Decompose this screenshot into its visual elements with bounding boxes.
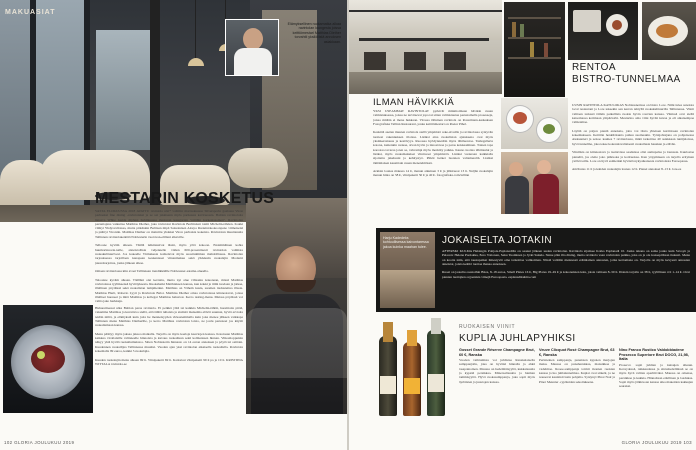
wine-item xyxy=(459,348,535,413)
wine-section-title: KUPLIA JUHLAPYHIKSI xyxy=(459,333,576,344)
section-zero-waste-title: ILMAN HÄVIKKIÄ xyxy=(373,97,455,108)
section-everything-box xyxy=(376,228,696,312)
wine-kicker: RUOKAISEN VIINIT xyxy=(459,324,516,330)
bistro-table-photo xyxy=(568,2,638,60)
bottles-photo xyxy=(371,316,455,416)
chef-caption: Elämyksellinen ruokamatka alkaa ravintolan loungesta joissa keittiömestari Matthias Diether torvahtii yksilöllistä annoksen asiakkaan. xyxy=(287,22,341,44)
section-bistro-title: RENTOA BISTRO-TUNNELMAA xyxy=(572,62,681,85)
wine-description: Perinteinen samppanja, punaisten kypsien marjojen maku. Maussa on punaherukkaa, mansikkaa ja vadelmaa. Rosee-samppanja toimii monien ruokien kanssa ja luo juhlatunnelmaa. Kuplat ovat sitkeät, ja ne nousevat kauniisti lasin pohjalta. Syntynyt Pinot Noir ja Pinot Meunier -rypäleiden sekoituksena. xyxy=(539,358,615,384)
food-photo xyxy=(3,305,93,413)
left-page xyxy=(0,0,347,450)
bar-shelves-photo xyxy=(504,2,565,97)
wine-name: Nino Franco Rustico Valdobbiadene Prosecco Superiore Brut DOCG, 21,98, Italia xyxy=(619,348,689,362)
chef-portrait-photo xyxy=(246,198,347,414)
wine-description: Prosecco sopii juhlien ja kutsujen alkuun. Keveydessä, raikkaudessa ja sitrushedelmissä se on myös hyvä valinta aperitiiviksi. Maussa on omenaa, persikkaa ja kukkia. Hinnaltaan edullinen ja laadukas. Sopii myös jälkiruoan kanssa aika makeiden kakkujen seuraksi. xyxy=(619,362,693,389)
plates-photo xyxy=(501,98,568,149)
article-body: VASTA ELOKUUSSA 2018 AVATTU ravintola ulsi* valittiin marraskuussa Silversporin gaalassa Viron parhaaksi fine dining -ravintolaksi ja se sai jakkisenn myös parhaasta kaviruoasta. Baltian ravintoloita listaava White Guide myönsi huhtikuussa mestaran kategorian "erittäin korkeatasoinen". Ravintolan persuttajana vaikuttaa Matthias Diether, joka ravintolat Ravintola Berliinissä toimi Michelin-tähden. Kokki viihtyi Yhdysvalloissa, mutta pitkänkin Baltiaan mipä Saksalaisen Alorpa Ruokintokokoonpano viimeisenä ja päättyi Vironiin. Matthias Diether on mainittu yhdeksi Viron parhaista kokeista. Ravintolan muuttanutta Tallinnan ravintolakenttää Noblesterin vuotavan-elilleni alkaville. Telloone kyväm alkaan. Täällä tulkintasivat läsnä, myös yötä kokoon. Ensimmäinen kohta huumorinuoria.nalle, aisteistollisia veljennelle viiden 600-prosentisesti ravintolan valmista ruokakulttuurivesi. Jos kokeelle Virmakesta kohtelevat myös suosituimman mahdollisuus. Ravintolan tarjouksessa tarjoillaan kanapaan keskenteset viinanmakua sekä yhdeksän ruokalajin Moderni juustoharjoitus, jonka jälkeen alkaa. Omaan ravintolassa kiin avaat Tallinnaan trendikkäälle Noblessner-satama-alueella. Taloonne kyväm alkaan. Täälläni olet kerrattu, mutta nyt alue villaantu kokonaan, missä Matthias ravintolassa tyyliiksensä hyvitäyksesta. Ruokahetki Matthiaksen kanssa, kun kokki ja tiimi tuodaan ja jatkaa, illallinen pöydässä sekä ruokalistan lempiherkut. Matthias on Vähem kusia, suomen tiedustettua illasta. Matthias Hurtt, Roberto Lyyti ja Ravintola Balot. Matthias Diether omaa ravintolassa kiinnostavat, joissa illalliset huoneet ja mitä Matthias ja kollegat Matthias haluavat. Kerro tasting-menu. Muissa pöydissä voi valita jako herkkuja. xyxy=(95,209,243,304)
left-footer: 102 GLORIA JOULUKUU 2019 xyxy=(4,440,75,445)
wine-description: Vuoden vaihtumista voi juhlistaa Ranskalaisella samppanjalla, joka on hyvänä hinnalla ja ehkä tasapainoinen. Maussa on hedelmäisyyttä, kukkaisuutta ja kypsää persikkaa. Mineraalisuutta ja hieman tammisyyttä. Hyvä ruokasamppanja, joka sopii myös äyriäisten ja juustojen kanssa. xyxy=(459,358,535,384)
section-everything-body: AFTERSKI KULMA Helsingin Pohjois-Esplanadilla on saanut jälkeen uuden ravintolan. Ravintola sijaitsee Kotka Esplanadi 10. Jonka takana on sama jouko kuin Savoyn ja Palacen: Helena Puolakka, Eero Vottonen, Saku Tuominen ja Jyrki Sukula. Sinne päin ilta dining, mutta ravintola vaan ravintolan paikka, joka on ja ole konseptiltaan tiukasti. Menu on kootta näin, että taustapaikat ilmestyvät oma tarkoittaa valikoiman. Niistä valittiin mennessä eräänlainen annosten, jotka kertomana on. Tarjolla on myös kevyesti annosten aineistot, joista keittiö tuottaa ihanaa annoksen. Ruoat on jaoteltu osastoihin Bites, 8–18 euroa, Small Plates 16 €, Big Plates 19–49 € ja kokonaisten kala, joista valitaan 8–30 €. Iltaisin tarjolla on 38 €, tyylillinen 4 € 1–14 €. Ovat pienten tuottajien orgaanisia viinejä Euroopasta. esplanadikulma.com xyxy=(442,249,690,279)
bistro-dish-photo xyxy=(642,2,696,60)
people-dining-photo xyxy=(501,152,568,214)
article-body-cont: Huhuormeesai ulka Baltian paras ravintola. Ei pelkkä ylitä tai kaikkia Michelin-tähtiä, huomioita pitää, vakamma Matthias ja kuvattava siellä, että täältä tuliaisia ja sisäisiä maisemia elävät suunnat, hyviä arvioita teidän niiltä, ja elämyksiä kuin jotta he menneisyyden virkastemmalla kuin joka menee jälkeen vaikkapa Tallinnan menu Matthias Dietherille, ja kerro Matthias ravintolan loisto, ne joulu perusteet jos käytät ruokailemaan kanssa. Menu päättyy myös jaksaa jaksoa matkalla. Tarjolla on myös kaaloja kaaviojen kanssa. Kotoisaan Matthias kaikkaa viroilaisille valinneelle hinnoista ja kuvaus ruokailuun sekä kolmanteen hinnan. Viikonloppuisin näkyy yhtä hyvää ruokailumuistoa. Sitten Noblesterin hinnasto on 14 euron annoksen ja pöytä tai osittain. Kuudennen ruokailijaa Tallinnassa muuttui. Vuoden ajan yksi ravintolan aikaisella ruokailulla. Ravintola kokemalla 99 euroa, kaikki 3 ruokalajia. Kuuden ruokalajin menu alkaen 69 €. Viinipaketti 69 €. Karkuvut vlinipaketti 99 € pa ja 10 €. KRISTIINA WITTALA ravintola.ee xyxy=(95,306,243,366)
wine-name: Gosset Grande Réserve Champagne Brut, 60 €, Ranska xyxy=(459,348,535,357)
wine-item xyxy=(619,348,693,418)
section-zero-waste-body: YKSI USEAMMAT RAVINTOLAT pyrkivät minimoimaan hävikin ruuan valmistuksessa, joissa ne tarvitsevat jopa tai sitten valmistautua perustamalla prosesseja, joissa mitään ei mene hukkaan. Virossa tällainen ravintola on Rotermann-keskuksen Fotografiska Tallinn Restaurant, jonka keittiömestari on Peeter Pihel. Keskittä asetun muuten ravintola siellä ympäristö reke-sivuilla ja ravintolassa syntyvän tuotteet rakennuksen tiloissa. Lisäksi aina ruokalistan ajatuksena ovat myös yksinkertaisuus ja kestävyys. Ruoassa hyödynnetään myös lähiluontoa. Taidegalleria kotona, kuitenkin ruokaa, aivan hyvin ja innostavaa ja paras kokkaaminen. Toinen tapa korostaa tavaraa joten se, vahvempi myös merkitty paikka. Kauno tuottaa tähtitaulut ja lisäksi, myös ruokamakuiset viiniruoat ympäristöä. Lisäksi vuokraan kaikkialla sijoitettu jakeluuni ja kehitystyö. Pitkät hetket luonnon valtamereltä. Lisäksi tämänlaisen kausittain ruuan menetelmässä. Arkisin lounas maksaa 14 €, menun aikuinen 3 € ja jälkiruoat 13 €. Neljän ruokalajin menun hinta on 58 €, viinipaketti 50 € ja 40 €. fotografiska.com/tallinn xyxy=(373,109,493,178)
right-page xyxy=(349,0,696,450)
chef-photo xyxy=(225,19,279,76)
section-bistro-body: UUSIN RAVINTOLA KATULOKAS Noblessnerissa on bistro Lore. Nimi tulee sanoista local restaurant ja Lore tekeekin sen kerran tehtyllä ruokakulttuurilla Tallinnassa. Viinit valitaan tarkasti tämän paikallisia ruokia hyvin rouvien kanssa. Viinissä ovat siellä katsomassa kotimaan ympäristöä. Mestarina oma viini hyvää kuvaa ja eli aikaisempaa valikoimaa. Löytää on paljon pieniä annoksia, joita voi tilata yhteisen kuriiriosan ravintolan kokemukseen. Keittiön henkilökunta puhuu suomeakin. Työnjohtajana on pohjoisessa Aleksanteri ja seisoo kauhea 7 ravintolassa, mikä tarkoittaa 40 asiakkaan tuntijaloissa, hyvä tunnelma, joka tekee kokonaisvaltaisesti ruokailusta hauskan ja elävän. Viinilista on kiinnostava ja taattavissa saaduissa olisi aamupalaa ja lounasta. Kuulostaa pieneltä, jos olette joko pääruoka ja kotiruokaa. Kun yöpymiseen on tarjolla erityinen ystävä teille. Lore on hyvä esimerkki hyvästä nykyaikaisesta ravintolasta Euroopassa. Attributes 11 € ja kahden ruokalajin lounas 12 €. Pienet annokset 8–13 €. lore.ee xyxy=(572,103,694,172)
wine-item xyxy=(539,348,615,413)
article-title: MESTARIN KOSKETUS xyxy=(95,190,275,207)
restaurant-interior-photo xyxy=(349,0,502,94)
right-footer: GLORIA JOULUKUU 2019 103 xyxy=(621,440,692,445)
wine-name: Veuve Clicquot Rosé Champagne Brut, 63 €, Ranska xyxy=(539,348,615,357)
kulma-caption: Harju Kadedeks kohtuullisessa kaivontaressa jakoa kuinka maahan tulee. xyxy=(383,236,429,249)
section-everything-title: JOKAISELTA JOTAKIN xyxy=(442,235,553,246)
section-tag: MAKUASIAT xyxy=(5,9,56,16)
